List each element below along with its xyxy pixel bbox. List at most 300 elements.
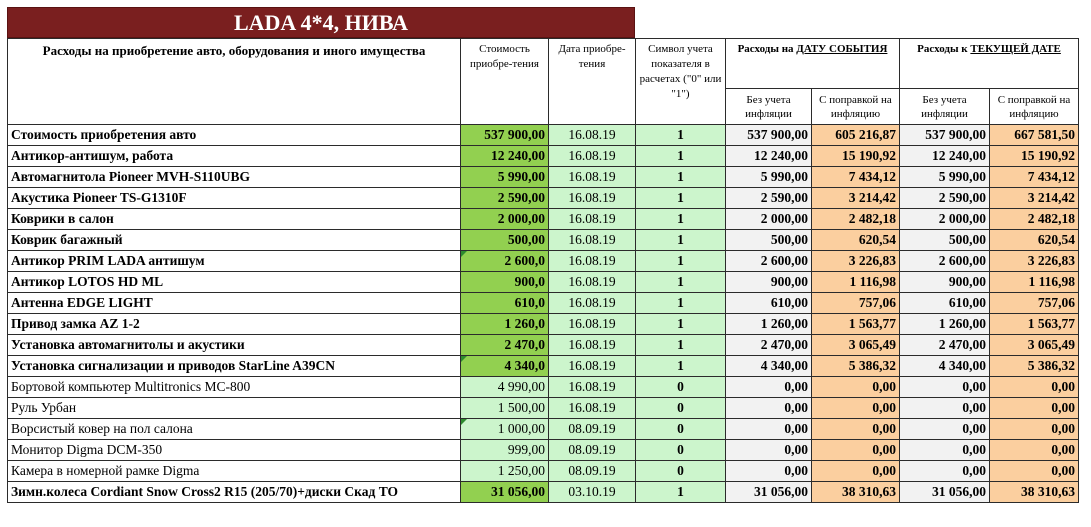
event-inflation-value: 620,54 <box>858 232 896 247</box>
event-no-inflation-value: 4 340,00 <box>760 358 808 373</box>
item-name-cell[interactable] <box>8 188 461 209</box>
cost-cell[interactable] <box>461 461 549 482</box>
date-value: 16.08.19 <box>568 232 616 247</box>
subheader-event-inflation[interactable]: С поправкой на инфляцию <box>812 89 900 125</box>
event-inflation-value: 0,00 <box>872 463 896 478</box>
event-inflation-cell[interactable] <box>812 440 900 461</box>
item-name-cell[interactable] <box>8 440 461 461</box>
current-inflation-cell[interactable] <box>990 146 1079 167</box>
cost-cell[interactable] <box>461 125 549 146</box>
current-no-inflation-cell[interactable] <box>900 482 990 503</box>
current-no-inflation-value: 0,00 <box>962 463 986 478</box>
event-no-inflation-cell[interactable] <box>726 377 812 398</box>
item-name-cell[interactable] <box>8 335 461 356</box>
table-row <box>8 209 1079 230</box>
current-inflation-cell[interactable] <box>990 314 1079 335</box>
cost-value: 500,00 <box>507 232 545 247</box>
event-no-inflation-cell[interactable] <box>726 146 812 167</box>
item-name-cell[interactable] <box>8 293 461 314</box>
cost-cell[interactable] <box>461 272 549 293</box>
header-date-cell[interactable] <box>549 39 636 125</box>
event-no-inflation-value: 0,00 <box>784 379 808 394</box>
table-row <box>8 251 1079 272</box>
event-inflation-value: 3 226,83 <box>848 253 896 268</box>
item-name-cell[interactable] <box>8 125 461 146</box>
current-no-inflation-value: 5 990,00 <box>938 169 986 184</box>
current-no-inflation-cell[interactable] <box>900 440 990 461</box>
cost-cell[interactable] <box>461 377 549 398</box>
flag-value: 0 <box>677 379 684 394</box>
event-inflation-value: 757,06 <box>858 295 896 310</box>
item-name-cell[interactable] <box>8 314 461 335</box>
event-no-inflation-cell[interactable] <box>726 188 812 209</box>
current-no-inflation-value: 500,00 <box>948 232 986 247</box>
header-cost-cell[interactable] <box>461 39 549 125</box>
current-inflation-value: 0,00 <box>1051 379 1076 394</box>
header-flag-cell[interactable] <box>636 39 726 125</box>
event-inflation-value: 38 310,63 <box>842 484 896 499</box>
event-inflation-value: 2 482,18 <box>848 211 896 226</box>
header-event-prefix: Расходы на <box>737 43 797 55</box>
event-no-inflation-cell[interactable] <box>726 440 812 461</box>
current-inflation-value: 0,00 <box>1051 442 1076 457</box>
event-no-inflation-value: 2 470,00 <box>760 337 808 352</box>
cost-cell[interactable] <box>461 314 549 335</box>
table-row <box>8 377 1079 398</box>
event-inflation-value: 0,00 <box>872 379 896 394</box>
event-inflation-cell[interactable] <box>812 335 900 356</box>
current-no-inflation-cell[interactable] <box>900 167 990 188</box>
current-inflation-value: 3 226,83 <box>1027 253 1076 268</box>
current-inflation-cell[interactable] <box>990 188 1079 209</box>
flag-value: 1 <box>677 484 684 499</box>
flag-value: 1 <box>677 127 684 142</box>
event-no-inflation-cell[interactable] <box>726 356 812 377</box>
date-value: 16.08.19 <box>568 379 616 394</box>
event-no-inflation-value: 2 600,00 <box>760 253 808 268</box>
event-inflation-value: 7 434,12 <box>848 169 896 184</box>
event-inflation-value: 0,00 <box>872 400 896 415</box>
flag-cell[interactable] <box>636 398 726 419</box>
event-no-inflation-value: 0,00 <box>784 463 808 478</box>
event-inflation-cell[interactable] <box>812 167 900 188</box>
cost-cell[interactable] <box>461 398 549 419</box>
current-inflation-value: 0,00 <box>1051 400 1076 415</box>
flag-cell[interactable] <box>636 356 726 377</box>
item-name-value: Антикор PRIM LADA антишум <box>11 253 205 268</box>
date-cell[interactable] <box>549 377 636 398</box>
current-no-inflation-cell[interactable] <box>900 461 990 482</box>
table-row <box>8 314 1079 335</box>
table-row <box>8 419 1079 440</box>
date-value: 16.08.19 <box>568 316 616 331</box>
flag-value: 1 <box>677 169 684 184</box>
header-flag-text: Символ учета показателя в расчетах ("0" или "1") <box>639 43 722 100</box>
current-no-inflation-value: 2 000,00 <box>938 211 986 226</box>
event-no-inflation-value: 500,00 <box>770 232 808 247</box>
item-name-value: Установка сигнализации и приводов StarLine A39CN <box>11 358 336 373</box>
subheader-current-no-inflation[interactable]: Без учета инфляции <box>900 89 990 125</box>
current-inflation-value: 620,54 <box>1037 232 1076 247</box>
cost-value: 1 500,00 <box>497 400 545 415</box>
date-cell[interactable] <box>549 419 636 440</box>
flag-cell[interactable] <box>636 419 726 440</box>
event-no-inflation-cell[interactable] <box>726 482 812 503</box>
table-row <box>8 272 1079 293</box>
date-cell[interactable] <box>549 188 636 209</box>
current-inflation-cell[interactable] <box>990 440 1079 461</box>
item-name-value: Руль Урбан <box>11 400 77 415</box>
current-inflation-cell[interactable] <box>990 293 1079 314</box>
date-cell[interactable] <box>549 335 636 356</box>
item-name-cell[interactable] <box>8 461 461 482</box>
event-no-inflation-cell[interactable] <box>726 461 812 482</box>
date-value: 16.08.19 <box>568 127 616 142</box>
cost-cell[interactable] <box>461 293 549 314</box>
item-name-cell[interactable] <box>8 209 461 230</box>
current-inflation-cell[interactable] <box>990 356 1079 377</box>
comment-indicator-icon <box>461 419 467 425</box>
header-event-group[interactable] <box>726 39 900 89</box>
current-inflation-cell[interactable] <box>990 272 1079 293</box>
cost-cell[interactable] <box>461 419 549 440</box>
event-no-inflation-value: 610,00 <box>770 295 808 310</box>
event-no-inflation-value: 0,00 <box>784 400 808 415</box>
date-cell[interactable] <box>549 146 636 167</box>
item-name-value: Коврики в салон <box>11 211 114 226</box>
event-inflation-cell[interactable] <box>812 293 900 314</box>
subheader-current-inflation[interactable]: С поправкой на инфляцию <box>990 89 1079 125</box>
current-inflation-value: 0,00 <box>1051 463 1076 478</box>
event-no-inflation-cell[interactable] <box>726 419 812 440</box>
item-name-cell[interactable] <box>8 419 461 440</box>
current-no-inflation-value: 0,00 <box>962 400 986 415</box>
current-inflation-cell[interactable] <box>990 230 1079 251</box>
event-inflation-value: 3 214,42 <box>848 190 896 205</box>
event-no-inflation-value: 0,00 <box>784 421 808 436</box>
expenses-table <box>7 38 1079 503</box>
date-value: 16.08.19 <box>568 358 616 373</box>
flag-cell[interactable] <box>636 482 726 503</box>
date-value: 16.08.19 <box>568 295 616 310</box>
table-row <box>8 482 1079 503</box>
date-value: 16.08.19 <box>568 148 616 163</box>
item-name-value: Привод замка AZ 1-2 <box>11 316 140 331</box>
event-no-inflation-value: 31 056,00 <box>754 484 808 499</box>
header-current-group[interactable] <box>900 39 1079 89</box>
cost-cell[interactable] <box>461 440 549 461</box>
current-inflation-value: 5 386,32 <box>1027 358 1076 373</box>
event-inflation-cell[interactable] <box>812 251 900 272</box>
event-inflation-cell[interactable] <box>812 188 900 209</box>
current-no-inflation-value: 610,00 <box>948 295 986 310</box>
cost-cell[interactable] <box>461 335 549 356</box>
cost-value: 2 600,0 <box>504 253 545 268</box>
current-no-inflation-cell[interactable] <box>900 419 990 440</box>
current-inflation-value: 1 116,98 <box>1028 274 1076 289</box>
current-inflation-cell[interactable] <box>990 377 1079 398</box>
current-inflation-cell[interactable] <box>990 398 1079 419</box>
item-name-value: Ворсистый ковер на пол салона <box>11 421 193 436</box>
flag-cell[interactable] <box>636 272 726 293</box>
flag-cell[interactable] <box>636 293 726 314</box>
event-inflation-value: 0,00 <box>872 442 896 457</box>
comment-indicator-icon <box>461 356 467 362</box>
current-no-inflation-value: 31 056,00 <box>932 484 986 499</box>
item-name-value: Автомагнитола Pioneer MVH-S110UBG <box>11 169 251 184</box>
date-value: 16.08.19 <box>568 337 616 352</box>
item-name-value: Антенна EDGE LIGHT <box>11 295 153 310</box>
current-inflation-value: 757,06 <box>1037 295 1076 310</box>
date-value: 16.08.19 <box>568 169 616 184</box>
table-row <box>8 293 1079 314</box>
current-no-inflation-cell[interactable] <box>900 146 990 167</box>
date-cell[interactable] <box>549 230 636 251</box>
current-no-inflation-cell[interactable] <box>900 293 990 314</box>
header-current-prefix: Расходы к <box>917 43 971 55</box>
flag-cell[interactable] <box>636 146 726 167</box>
current-inflation-value: 0,00 <box>1051 421 1076 436</box>
date-cell[interactable] <box>549 461 636 482</box>
current-no-inflation-cell[interactable] <box>900 314 990 335</box>
event-no-inflation-cell[interactable] <box>726 209 812 230</box>
flag-value: 1 <box>677 232 684 247</box>
flag-cell[interactable] <box>636 125 726 146</box>
current-no-inflation-cell[interactable] <box>900 398 990 419</box>
item-name-value: Камера в номерной рамке Digma <box>11 463 200 478</box>
cost-value: 1 250,00 <box>497 463 545 478</box>
event-no-inflation-cell[interactable] <box>726 272 812 293</box>
flag-cell[interactable] <box>636 461 726 482</box>
header-event-link: ДАТУ СОБЫТИЯ <box>796 43 888 55</box>
event-no-inflation-value: 537 900,00 <box>747 127 808 142</box>
flag-value: 1 <box>677 358 684 373</box>
cost-cell[interactable] <box>461 146 549 167</box>
date-cell[interactable] <box>549 167 636 188</box>
date-value: 08.09.19 <box>568 463 616 478</box>
item-name-cell[interactable] <box>8 167 461 188</box>
event-inflation-cell[interactable] <box>812 377 900 398</box>
flag-value: 1 <box>677 295 684 310</box>
flag-cell[interactable] <box>636 167 726 188</box>
table-row <box>8 146 1079 167</box>
item-name-cell[interactable] <box>8 230 461 251</box>
flag-value: 1 <box>677 253 684 268</box>
flag-value: 1 <box>677 337 684 352</box>
flag-cell[interactable] <box>636 377 726 398</box>
event-no-inflation-value: 12 240,00 <box>754 148 808 163</box>
cost-value: 999,00 <box>507 442 545 457</box>
flag-value: 1 <box>677 211 684 226</box>
date-cell[interactable] <box>549 440 636 461</box>
event-inflation-cell[interactable] <box>812 146 900 167</box>
current-inflation-cell[interactable] <box>990 482 1079 503</box>
flag-value: 1 <box>677 274 684 289</box>
event-inflation-cell[interactable] <box>812 272 900 293</box>
item-name-value: Стоимость приобретения авто <box>11 127 197 142</box>
event-inflation-cell[interactable] <box>812 356 900 377</box>
date-cell[interactable] <box>549 398 636 419</box>
item-name-cell[interactable] <box>8 398 461 419</box>
flag-cell[interactable] <box>636 440 726 461</box>
current-no-inflation-value: 2 600,00 <box>938 253 986 268</box>
cost-value: 2 470,0 <box>504 337 545 352</box>
item-name-cell[interactable] <box>8 356 461 377</box>
comment-indicator-icon <box>461 251 467 257</box>
header-name-text: Расходы на приобретение авто, оборудования и иного имущества <box>42 43 426 58</box>
date-cell[interactable] <box>549 482 636 503</box>
event-no-inflation-value: 2 000,00 <box>760 211 808 226</box>
date-cell[interactable] <box>549 125 636 146</box>
cost-value: 12 240,00 <box>491 148 545 163</box>
cost-value: 4 990,00 <box>497 379 545 394</box>
current-inflation-cell[interactable] <box>990 461 1079 482</box>
sheet-title[interactable]: LADA 4*4, НИВА <box>7 7 635 38</box>
event-inflation-cell[interactable] <box>812 125 900 146</box>
current-no-inflation-value: 0,00 <box>962 442 986 457</box>
table-row <box>8 440 1079 461</box>
event-no-inflation-value: 0,00 <box>784 442 808 457</box>
current-inflation-value: 15 190,92 <box>1021 148 1076 163</box>
cost-cell[interactable] <box>461 188 549 209</box>
current-inflation-cell[interactable] <box>990 419 1079 440</box>
event-inflation-cell[interactable] <box>812 398 900 419</box>
current-no-inflation-value: 0,00 <box>962 421 986 436</box>
current-inflation-cell[interactable] <box>990 125 1079 146</box>
current-no-inflation-value: 537 900,00 <box>925 127 986 142</box>
current-inflation-cell[interactable] <box>990 167 1079 188</box>
header-date-text: Дата приобре-тения <box>558 43 626 70</box>
event-inflation-cell[interactable] <box>812 230 900 251</box>
item-name-value: Монитор Digma DCM-350 <box>11 442 163 457</box>
current-no-inflation-cell[interactable] <box>900 356 990 377</box>
date-cell[interactable] <box>549 293 636 314</box>
item-name-cell[interactable] <box>8 377 461 398</box>
current-no-inflation-cell[interactable] <box>900 377 990 398</box>
event-no-inflation-cell[interactable] <box>726 251 812 272</box>
flag-cell[interactable] <box>636 335 726 356</box>
cost-value: 2 000,00 <box>497 211 545 226</box>
current-inflation-cell[interactable] <box>990 251 1079 272</box>
current-no-inflation-cell[interactable] <box>900 125 990 146</box>
event-no-inflation-cell[interactable] <box>726 398 812 419</box>
item-name-cell[interactable] <box>8 272 461 293</box>
flag-value: 0 <box>677 442 684 457</box>
event-no-inflation-cell[interactable] <box>726 167 812 188</box>
table-row <box>8 398 1079 419</box>
cost-value: 610,0 <box>514 295 545 310</box>
event-no-inflation-cell[interactable] <box>726 335 812 356</box>
flag-value: 1 <box>677 190 684 205</box>
table-row <box>8 125 1079 146</box>
date-value: 03.10.19 <box>568 484 616 499</box>
event-inflation-value: 0,00 <box>872 421 896 436</box>
date-value: 16.08.19 <box>568 253 616 268</box>
event-inflation-value: 1 563,77 <box>848 316 896 331</box>
event-inflation-cell[interactable] <box>812 482 900 503</box>
current-inflation-value: 38 310,63 <box>1021 484 1076 499</box>
item-name-cell[interactable] <box>8 482 461 503</box>
cost-cell[interactable] <box>461 482 549 503</box>
cost-value: 537 900,00 <box>484 127 545 142</box>
flag-value: 1 <box>677 148 684 163</box>
cost-cell[interactable] <box>461 356 549 377</box>
current-inflation-cell[interactable] <box>990 335 1079 356</box>
flag-cell[interactable] <box>636 188 726 209</box>
header-name-cell[interactable] <box>8 39 461 125</box>
flag-value: 1 <box>677 316 684 331</box>
item-name-value: Антикор LOTOS HD ML <box>11 274 164 289</box>
event-inflation-value: 15 190,92 <box>842 148 896 163</box>
current-no-inflation-cell[interactable] <box>900 188 990 209</box>
event-no-inflation-cell[interactable] <box>726 125 812 146</box>
item-name-value: Зимн.колеса Cordiant Snow Cross2 R15 (205/70)+диски Скад ТО <box>11 484 399 499</box>
event-no-inflation-cell[interactable] <box>726 293 812 314</box>
date-value: 16.08.19 <box>568 400 616 415</box>
current-inflation-value: 3 065,49 <box>1027 337 1076 352</box>
current-no-inflation-cell[interactable] <box>900 230 990 251</box>
item-name-cell[interactable] <box>8 251 461 272</box>
date-cell[interactable] <box>549 314 636 335</box>
event-inflation-value: 3 065,49 <box>848 337 896 352</box>
flag-cell[interactable] <box>636 314 726 335</box>
event-no-inflation-cell[interactable] <box>726 230 812 251</box>
item-name-cell[interactable] <box>8 146 461 167</box>
event-inflation-cell[interactable] <box>812 461 900 482</box>
current-no-inflation-value: 0,00 <box>962 379 986 394</box>
current-inflation-value: 7 434,12 <box>1027 169 1076 184</box>
cost-cell[interactable] <box>461 167 549 188</box>
flag-cell[interactable] <box>636 251 726 272</box>
current-no-inflation-cell[interactable] <box>900 335 990 356</box>
current-inflation-value: 667 581,50 <box>1014 127 1076 142</box>
current-no-inflation-cell[interactable] <box>900 272 990 293</box>
event-inflation-cell[interactable] <box>812 419 900 440</box>
table-row <box>8 167 1079 188</box>
current-no-inflation-cell[interactable] <box>900 251 990 272</box>
cost-value: 900,0 <box>514 274 545 289</box>
event-no-inflation-value: 5 990,00 <box>760 169 808 184</box>
event-inflation-cell[interactable] <box>812 209 900 230</box>
flag-cell[interactable] <box>636 209 726 230</box>
event-no-inflation-cell[interactable] <box>726 314 812 335</box>
current-inflation-cell[interactable] <box>990 209 1079 230</box>
event-inflation-value: 5 386,32 <box>848 358 896 373</box>
date-value: 08.09.19 <box>568 421 616 436</box>
cost-value: 1 000,00 <box>497 421 545 436</box>
current-no-inflation-value: 900,00 <box>948 274 986 289</box>
item-name-value: Коврик багажный <box>11 232 123 247</box>
cost-value: 1 260,0 <box>504 316 545 331</box>
current-no-inflation-value: 12 240,00 <box>932 148 986 163</box>
cost-value: 5 990,00 <box>497 169 545 184</box>
subheader-event-no-inflation[interactable]: Без учета инфляции <box>726 89 812 125</box>
table-row <box>8 188 1079 209</box>
date-cell[interactable] <box>549 272 636 293</box>
cost-cell[interactable] <box>461 251 549 272</box>
event-inflation-cell[interactable] <box>812 314 900 335</box>
date-cell[interactable] <box>549 356 636 377</box>
cost-cell[interactable] <box>461 209 549 230</box>
flag-cell[interactable] <box>636 230 726 251</box>
date-value: 16.08.19 <box>568 190 616 205</box>
event-no-inflation-value: 2 590,00 <box>760 190 808 205</box>
cost-cell[interactable] <box>461 230 549 251</box>
current-no-inflation-cell[interactable] <box>900 209 990 230</box>
date-cell[interactable] <box>549 251 636 272</box>
item-name-value: Установка автомагнитолы и акустики <box>11 337 245 352</box>
date-cell[interactable] <box>549 209 636 230</box>
